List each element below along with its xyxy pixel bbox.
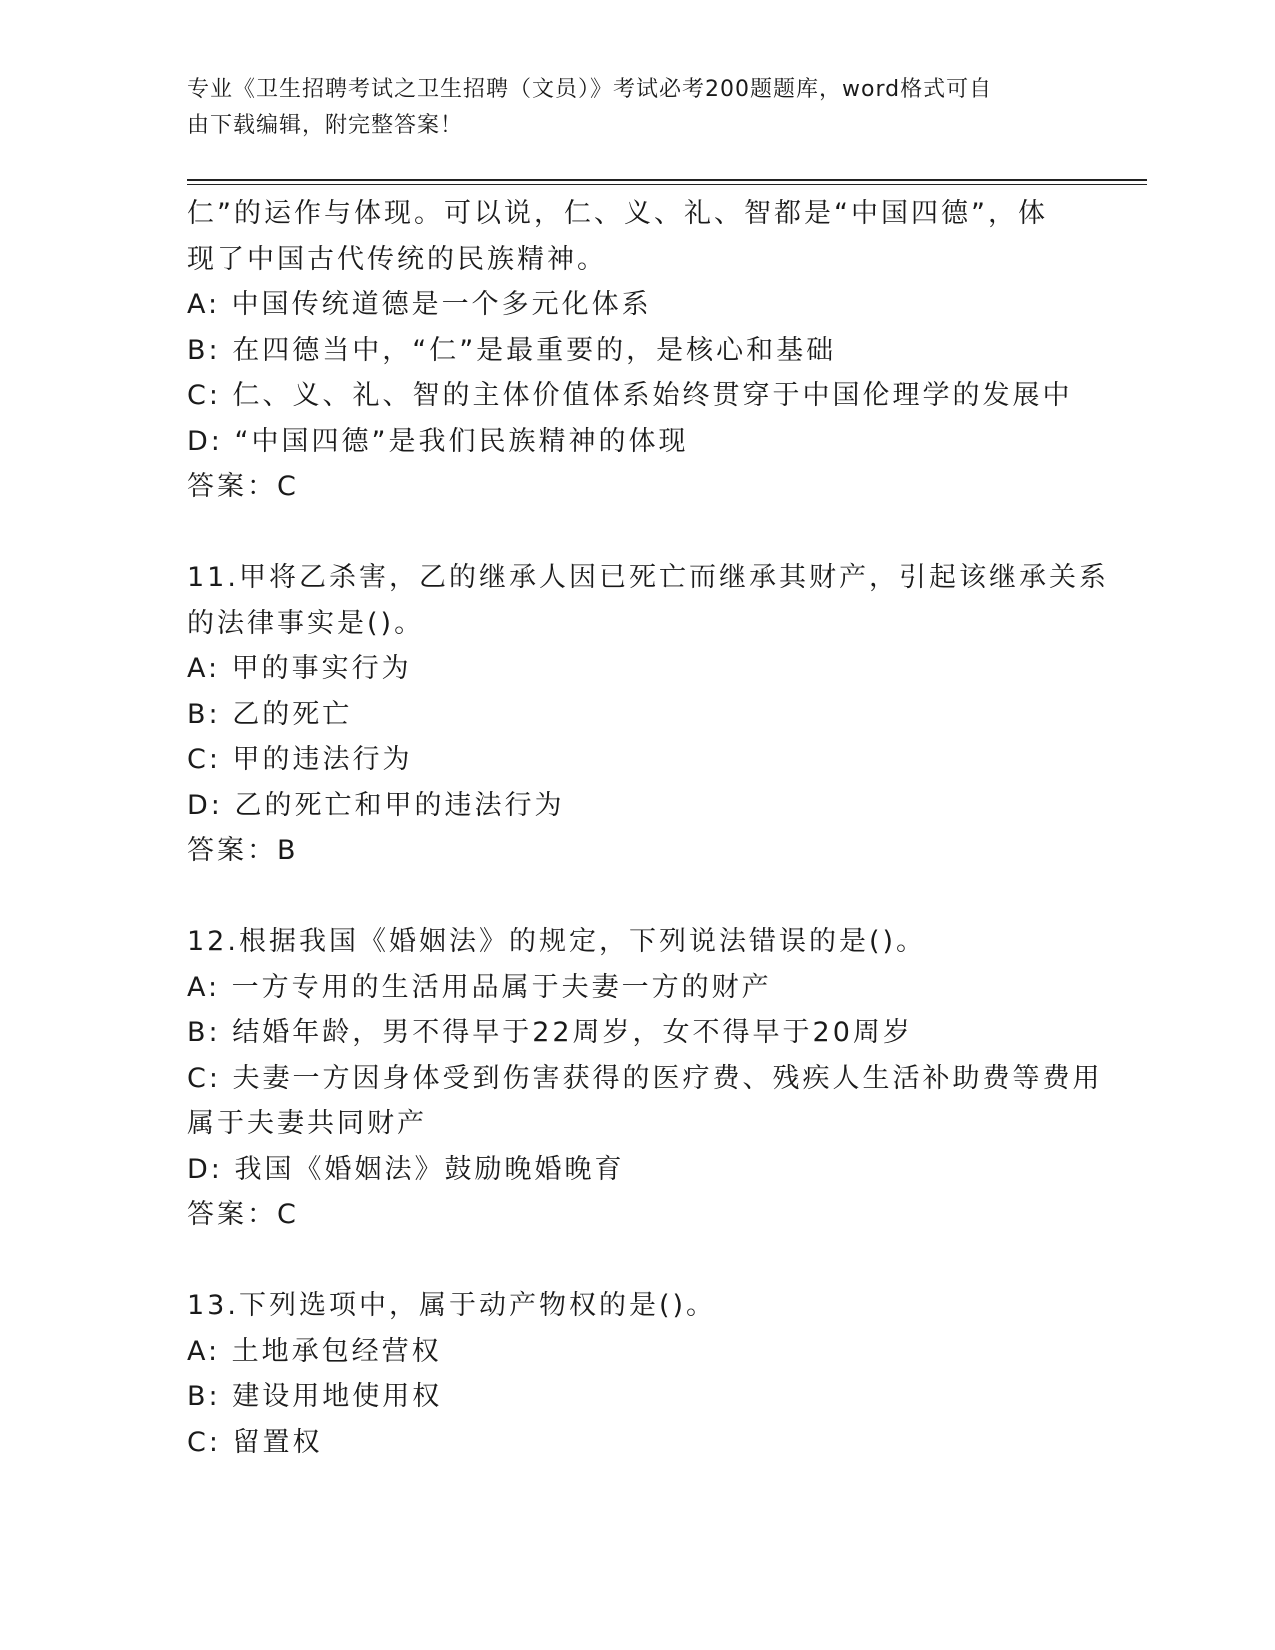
- option-b: B: 建设用地使用权: [187, 1381, 443, 1412]
- spacer: [187, 874, 1147, 920]
- document-header: [187, 72, 1067, 144]
- option-c: C: 留置权: [187, 1426, 323, 1458]
- header-line-2: 由下载编辑，附完整答案！: [187, 113, 464, 138]
- question-13: [187, 1283, 1147, 1465]
- header-line-1: 专业《卫生招聘考试之卫生招聘（文员）》考试必考200题题库，word格式可自: [187, 77, 993, 102]
- option-b: B: 在四德当中，“仁”是最重要的，是核心和基础: [187, 334, 837, 366]
- document-body: [187, 191, 1147, 1465]
- question-text-line: 11.甲将乙杀害，乙的继承人因已死亡而继承其财产，引起该继承关系: [187, 562, 1109, 593]
- option-a: A: 甲的事实行为: [187, 653, 412, 684]
- option-c-continued: 属于夫妻共同财产: [187, 1108, 427, 1139]
- option-a: A: 土地承包经营权: [187, 1335, 442, 1367]
- option-d: D: “中国四德”是我们民族精神的体现: [187, 425, 689, 457]
- question-text-line: 仁”的运作与体现。可以说，仁、义、礼、智都是“中国四德”，体: [187, 198, 1048, 229]
- header-divider-thick: [187, 179, 1147, 181]
- option-a: A: 中国传统道德是一个多元化体系: [187, 289, 652, 320]
- spacer: [187, 510, 1147, 556]
- question-intro: [187, 191, 1147, 510]
- option-d: D: 我国《婚姻法》鼓励晚婚晚育: [187, 1153, 625, 1185]
- answer-line: 答案：C: [187, 471, 299, 502]
- header-divider-thin: [187, 184, 1147, 185]
- option-b: B: 结婚年龄，男不得早于22周岁，女不得早于20周岁: [187, 1017, 913, 1048]
- spacer: [187, 1238, 1147, 1284]
- option-c: C: 仁、义、礼、智的主体价值体系始终贯穿于中国伦理学的发展中: [187, 380, 1073, 411]
- option-d: D: 乙的死亡和甲的违法行为: [187, 789, 565, 821]
- question-text-line: 现了中国古代传统的民族精神。: [187, 243, 607, 275]
- question-text-line: 12.根据我国《婚姻法》的规定，下列说法错误的是()。: [187, 926, 927, 957]
- option-b: B: 乙的死亡: [187, 698, 353, 730]
- question-12: [187, 919, 1147, 1238]
- option-c: C: 夫妻一方因身体受到伤害获得的医疗费、残疾人生活补助费等费用: [187, 1062, 1103, 1094]
- answer-line: 答案：C: [187, 1199, 299, 1230]
- question-text-line: 的法律事实是()。: [187, 607, 425, 639]
- question-11: [187, 555, 1147, 874]
- option-c: C: 甲的违法行为: [187, 744, 413, 775]
- question-text-line: 13.下列选项中，属于动产物权的是()。: [187, 1290, 717, 1321]
- option-a: A: 一方专用的生活用品属于夫妻一方的财产: [187, 971, 772, 1003]
- answer-line: 答案：B: [187, 835, 299, 866]
